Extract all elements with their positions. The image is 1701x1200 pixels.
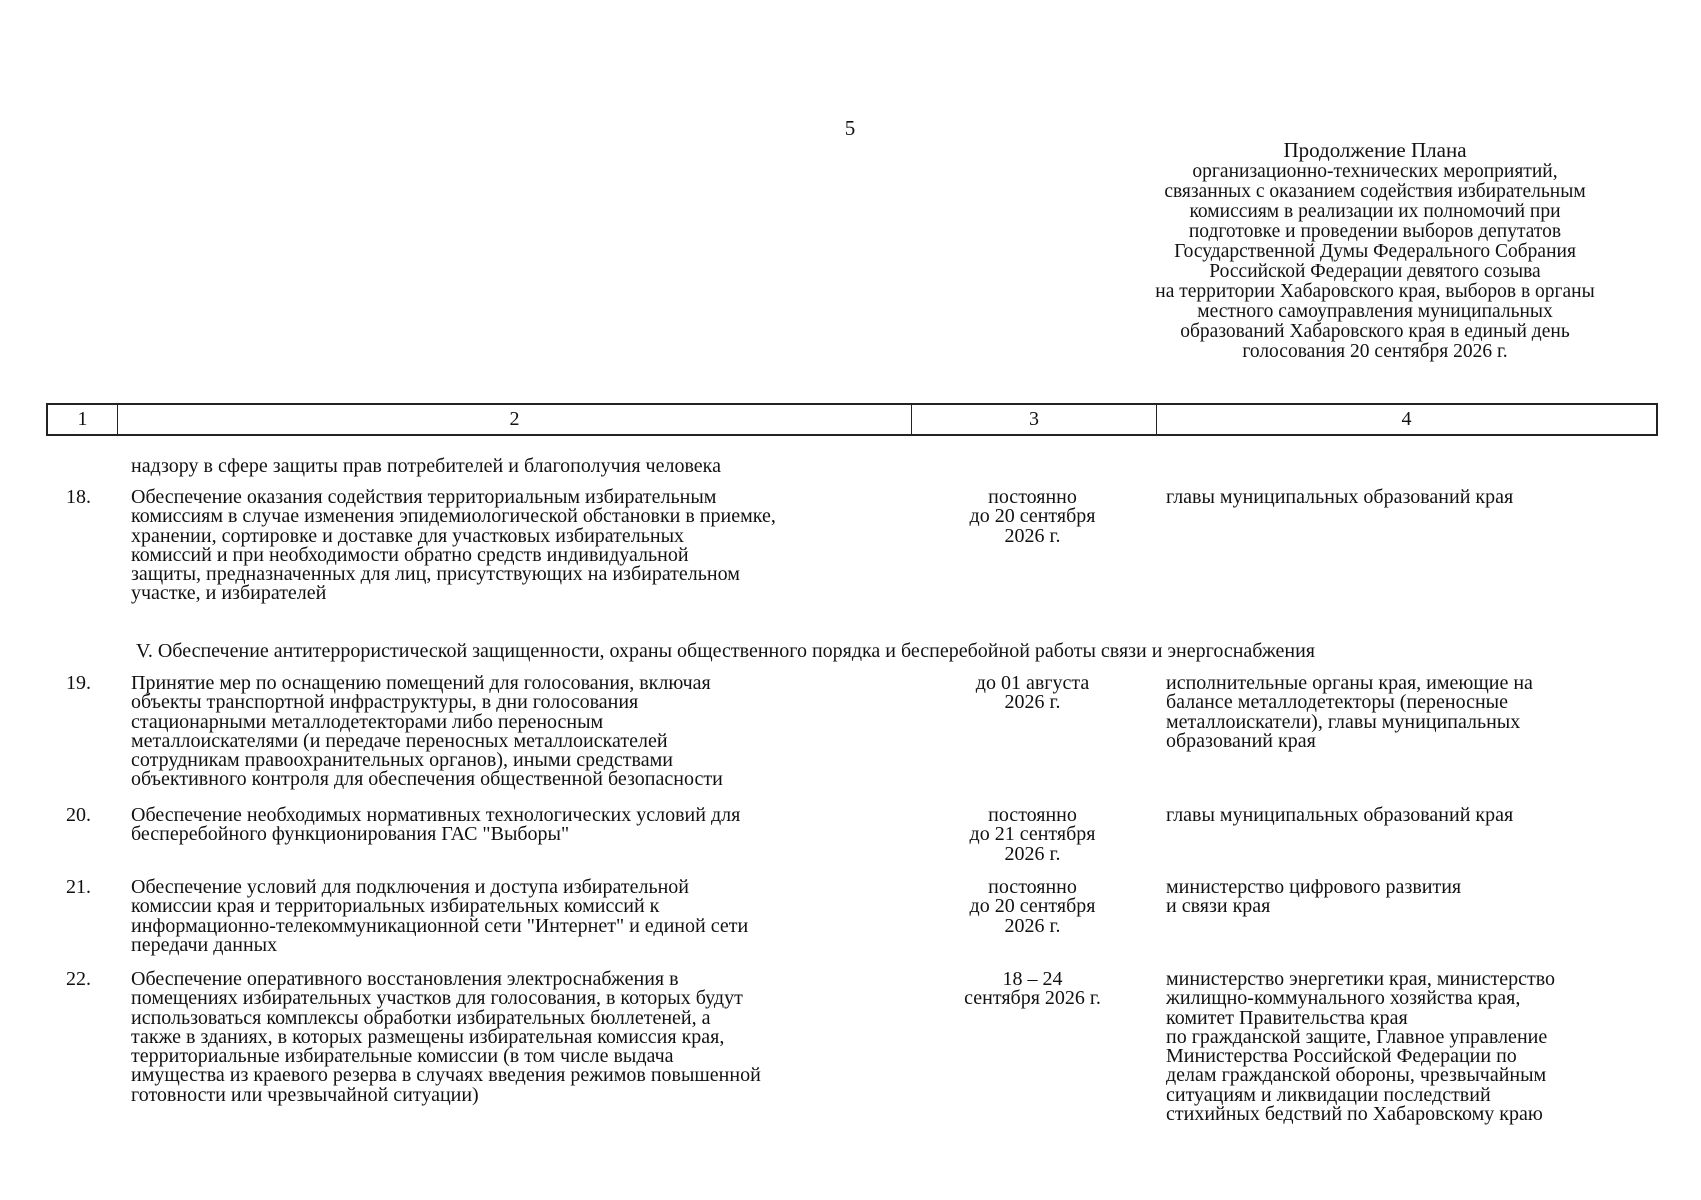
description-line: имущества из краевого резерва в случаях введения режимов повышенной <box>131 1064 761 1087</box>
column-number-3: 3 <box>912 405 1157 434</box>
table-column-header <box>46 403 1658 436</box>
description-line: стационарными металлодетекторами либо переносным <box>131 710 604 733</box>
item-number: 18. <box>66 486 91 508</box>
description-line: помещениях избирательных участков для голосования, в которых будут <box>131 987 743 1010</box>
item-description <box>131 488 911 604</box>
item-number: 21. <box>66 876 91 898</box>
description-line: передачи данных <box>131 933 278 956</box>
deadline-line: 2026 г. <box>1004 524 1061 547</box>
plan-header-line: организационно-технических мероприятий, <box>1192 161 1558 182</box>
description-line: сотрудникам правоохранительных органов), иными средствами <box>131 749 673 772</box>
plan-header <box>1080 138 1670 362</box>
deadline-line: до 21 сентября <box>969 823 1096 846</box>
deadline-line: 18 – 24 <box>1002 968 1063 990</box>
deadline-line: постоянно <box>988 804 1077 826</box>
column-number-4: 4 <box>1401 408 1412 430</box>
section-v-title: V. Обеспечение антитеррористической защищенности, охраны общественного порядка и бесперебойной работы связи и энергоснабжения <box>136 640 1315 662</box>
deadline-line: 2026 г. <box>1004 914 1061 937</box>
column-number-1: 1 <box>48 405 118 434</box>
item-responsible <box>1166 878 1666 917</box>
item-description <box>131 970 911 1105</box>
description-line: комиссии края и территориальных избирательных комиссий к <box>131 895 660 918</box>
plan-header-line: голосования 20 сентября 2026 г. <box>1242 341 1508 362</box>
description-line: объективного контроля для обеспечения общественной безопасности <box>131 768 723 791</box>
description-line: территориальные избирательные комиссии (в том числе выдача <box>131 1045 674 1068</box>
responsible-line: главы муниципальных образований края <box>1166 486 1514 508</box>
description-line: использоваться комплексы обработки избирательных бюллетеней, а <box>131 1006 711 1029</box>
responsible-line: жилищно-коммунального хозяйства края, <box>1166 987 1521 1010</box>
responsible-line: балансе металлодетекторы (переносные <box>1166 691 1508 714</box>
plan-header-line: на территории Хабаровского края, выборов в органы <box>1155 281 1595 302</box>
description-line: комиссиям в случае изменения эпидемиологической обстановки в приемке, <box>131 505 776 528</box>
responsible-line: главы муниципальных образований края <box>1166 804 1514 826</box>
description-line: бесперебойного функционирования ГАС "Выборы" <box>131 823 570 846</box>
responsible-line: и связи края <box>1166 895 1271 918</box>
item-deadline <box>930 674 1135 713</box>
description-line: комиссий и при необходимости обратно средств индивидуальной <box>131 543 689 566</box>
responsible-line: образований края <box>1166 729 1316 752</box>
description-line: металлоискателями (и передаче переносных металлоискателей <box>131 729 668 752</box>
description-line: хранении, сортировке и доставке для участковых избирательных <box>131 524 685 547</box>
deadline-line: до 20 сентября <box>969 505 1096 528</box>
deadline-line: до 01 августа <box>975 672 1090 694</box>
item-deadline <box>930 878 1135 936</box>
column-number-2: 2 <box>118 405 912 434</box>
description-line: участке, и избирателей <box>131 582 327 605</box>
item-number: 19. <box>66 672 91 694</box>
deadline-line: постоянно <box>988 486 1077 508</box>
item-responsible <box>1166 806 1666 825</box>
page-number: 5 <box>844 116 856 140</box>
item-deadline <box>930 488 1135 546</box>
plan-header-line: Российской Федерации девятого созыва <box>1209 261 1541 282</box>
responsible-line: Министерства Российской Федерации по <box>1166 1045 1517 1068</box>
responsible-line: стихийных бедствий по Хабаровскому краю <box>1166 1103 1543 1126</box>
item-description <box>131 806 911 845</box>
responsible-line: ситуациям и ликвидации последствий <box>1166 1083 1491 1106</box>
plan-header-line: местного самоуправления муниципальных <box>1197 301 1553 322</box>
item-responsible <box>1166 970 1666 1124</box>
description-line: также в зданиях, в которых размещены избирательная комиссия края, <box>131 1025 725 1048</box>
plan-header-line: комиссиям в реализации их полномочий при <box>1189 201 1561 222</box>
deadline-line: до 20 сентября <box>969 895 1096 918</box>
description-line: объекты транспортной инфраструктуры, в дни голосования <box>131 691 639 714</box>
plan-header-line: образований Хабаровского края в единый день <box>1180 321 1570 342</box>
item-number: 22. <box>66 968 91 990</box>
responsible-line: министерство энергетики края, министерство <box>1166 968 1556 990</box>
description-line: Обеспечение условий для подключения и доступа избирательной <box>131 876 689 898</box>
plan-header-line: подготовке и проведении выборов депутатов <box>1188 221 1562 242</box>
plan-header-line: Государственной Думы Федерального Собрания <box>1174 241 1576 262</box>
item-responsible <box>1166 488 1666 507</box>
item-description <box>131 674 911 790</box>
description-line: готовности или чрезвычайной ситуации) <box>131 1083 479 1106</box>
deadline-line: постоянно <box>988 876 1077 898</box>
item-deadline <box>930 806 1135 864</box>
deadline-line: 2026 г. <box>1004 691 1061 714</box>
responsible-line: исполнительные органы края, имеющие на <box>1166 672 1533 694</box>
continuation-text: надзору в сфере защиты прав потребителей и благополучия человека <box>131 455 721 477</box>
item-number: 20. <box>66 804 91 826</box>
responsible-line: комитет Правительства края <box>1166 1006 1408 1029</box>
description-line: Принятие мер по оснащению помещений для голосования, включая <box>131 672 711 694</box>
description-line: Обеспечение необходимых нормативных технологических условий для <box>131 804 741 826</box>
description-line: информационно-телекоммуникационной сети "Интернет" и единой сети <box>131 914 749 937</box>
description-line: защиты, предназначенных для лиц, присутствующих на избирательном <box>131 563 740 586</box>
description-line: Обеспечение оперативного восстановления электроснабжения в <box>131 968 679 990</box>
item-deadline <box>930 970 1135 1009</box>
responsible-line: министерство цифрового развития <box>1166 876 1462 898</box>
deadline-line: 2026 г. <box>1004 842 1061 865</box>
plan-header-title: Продолжение Плана <box>1283 138 1467 162</box>
item-description <box>131 878 911 955</box>
deadline-line: сентября 2026 г. <box>964 987 1101 1010</box>
description-line: Обеспечение оказания содействия территориальным избирательным <box>131 486 717 508</box>
item-responsible <box>1166 674 1666 751</box>
responsible-line: металлоискатели), главы муниципальных <box>1166 710 1521 733</box>
responsible-line: по гражданской защите, Главное управление <box>1166 1025 1548 1048</box>
plan-header-line: связанных с оказанием содействия избирательным <box>1164 181 1586 202</box>
responsible-line: делам гражданской обороны, чрезвычайным <box>1166 1064 1547 1087</box>
